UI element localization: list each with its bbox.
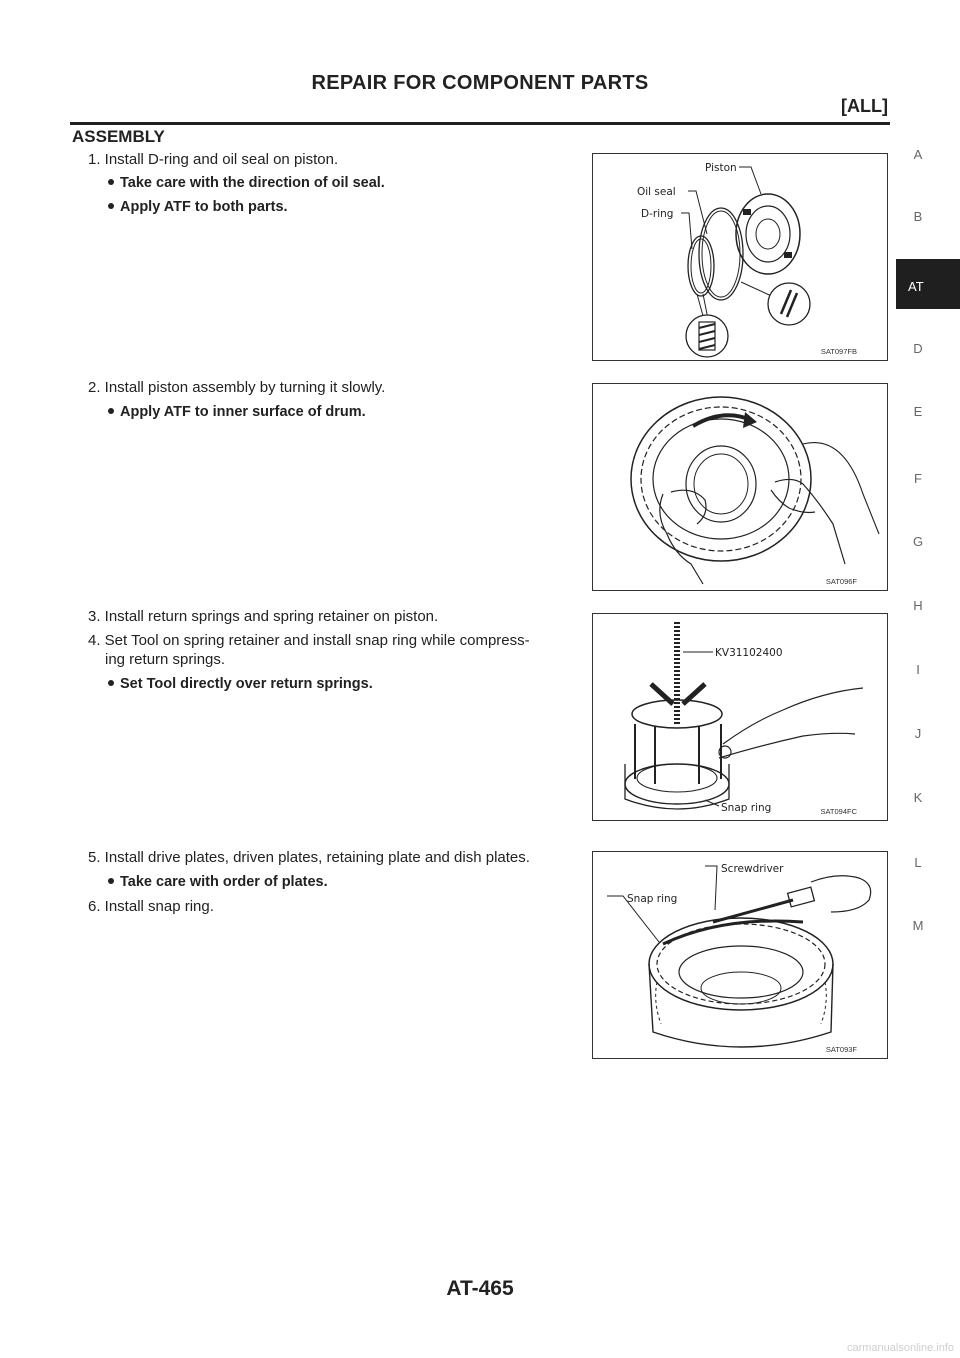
side-index-b[interactable]: B bbox=[913, 209, 923, 224]
side-index-k[interactable]: K bbox=[913, 790, 923, 805]
label-piston: Piston bbox=[705, 162, 737, 174]
watermark: carmanualsonline.info bbox=[846, 1342, 954, 1354]
side-index-f[interactable]: F bbox=[914, 471, 922, 486]
bullet-dot-icon bbox=[108, 878, 114, 884]
spring-compressor-illustration bbox=[593, 614, 889, 822]
bullet-text: Apply ATF to both parts. bbox=[120, 199, 288, 215]
bullet-2-1 bbox=[108, 403, 366, 422]
page-number: AT-465 bbox=[446, 1277, 514, 1300]
section-heading: ASSEMBLY bbox=[72, 127, 165, 146]
label-oil-seal: Oil seal bbox=[637, 186, 676, 198]
bullet-4-1 bbox=[108, 675, 373, 694]
bullet-text: Take care with the direction of oil seal. bbox=[120, 175, 385, 191]
side-index-e[interactable]: E bbox=[913, 404, 923, 419]
figure-code: SAT096F bbox=[825, 577, 857, 586]
bullet-dot-icon bbox=[108, 680, 114, 686]
side-index-a[interactable]: A bbox=[913, 147, 923, 162]
figure-snap-ring bbox=[592, 851, 888, 1059]
figure-spring-compressor bbox=[592, 613, 888, 821]
bullet-dot-icon bbox=[108, 203, 114, 209]
bullet-1-2 bbox=[108, 198, 288, 217]
page-title: REPAIR FOR COMPONENT PARTS bbox=[311, 72, 649, 94]
label-snap-ring: Snap ring bbox=[627, 893, 678, 905]
bullet-text: Take care with order of plates. bbox=[120, 874, 328, 890]
bullet-dot-icon bbox=[108, 179, 114, 185]
header-rule bbox=[70, 122, 890, 125]
side-index-g[interactable]: G bbox=[912, 534, 924, 549]
bullet-text: Apply ATF to inner surface of drum. bbox=[120, 404, 366, 420]
side-index-d[interactable]: D bbox=[913, 341, 923, 356]
label-snap-ring: Snap ring bbox=[721, 802, 772, 814]
snap-ring-illustration bbox=[593, 852, 889, 1060]
step-1: 1. Install D-ring and oil seal on piston. bbox=[88, 151, 339, 168]
step-4-line-1: 4. Set Tool on spring retainer and install snap ring while compress- bbox=[88, 632, 530, 649]
side-index-at[interactable]: AT bbox=[896, 259, 960, 309]
step-5: 5. Install drive plates, driven plates, retaining plate and dish plates. bbox=[88, 849, 530, 866]
piston-seal-illustration bbox=[593, 154, 889, 362]
step-2: 2. Install piston assembly by turning it slowly. bbox=[88, 379, 386, 396]
bullet-1-1 bbox=[108, 174, 385, 193]
step-3: 3. Install return springs and spring retainer on piston. bbox=[88, 608, 439, 625]
bullet-5-1 bbox=[108, 873, 328, 892]
side-index-h[interactable]: H bbox=[913, 598, 923, 613]
figure-piston-drum bbox=[592, 383, 888, 591]
side-index-l[interactable]: L bbox=[914, 855, 922, 870]
step-6: 6. Install snap ring. bbox=[88, 898, 214, 915]
side-index-i[interactable]: I bbox=[916, 662, 920, 677]
label-screwdriver: Screwdriver bbox=[721, 863, 784, 875]
label-kv31102400: KV31102400 bbox=[715, 647, 783, 659]
side-index-j[interactable]: J bbox=[914, 726, 922, 741]
figure-code: SAT093F bbox=[825, 1045, 857, 1054]
figure-code: SAT094FC bbox=[820, 807, 857, 816]
bullet-dot-icon bbox=[108, 408, 114, 414]
label-d-ring: D-ring bbox=[641, 208, 674, 220]
figure-piston-seal bbox=[592, 153, 888, 361]
piston-drum-illustration bbox=[593, 384, 889, 592]
figure-code: SAT097FB bbox=[820, 347, 857, 356]
section-tag: [ALL] bbox=[841, 96, 888, 116]
step-4-line-2: ing return springs. bbox=[105, 651, 226, 668]
side-index-m[interactable]: M bbox=[912, 918, 924, 933]
bullet-text: Set Tool directly over return springs. bbox=[120, 676, 373, 692]
